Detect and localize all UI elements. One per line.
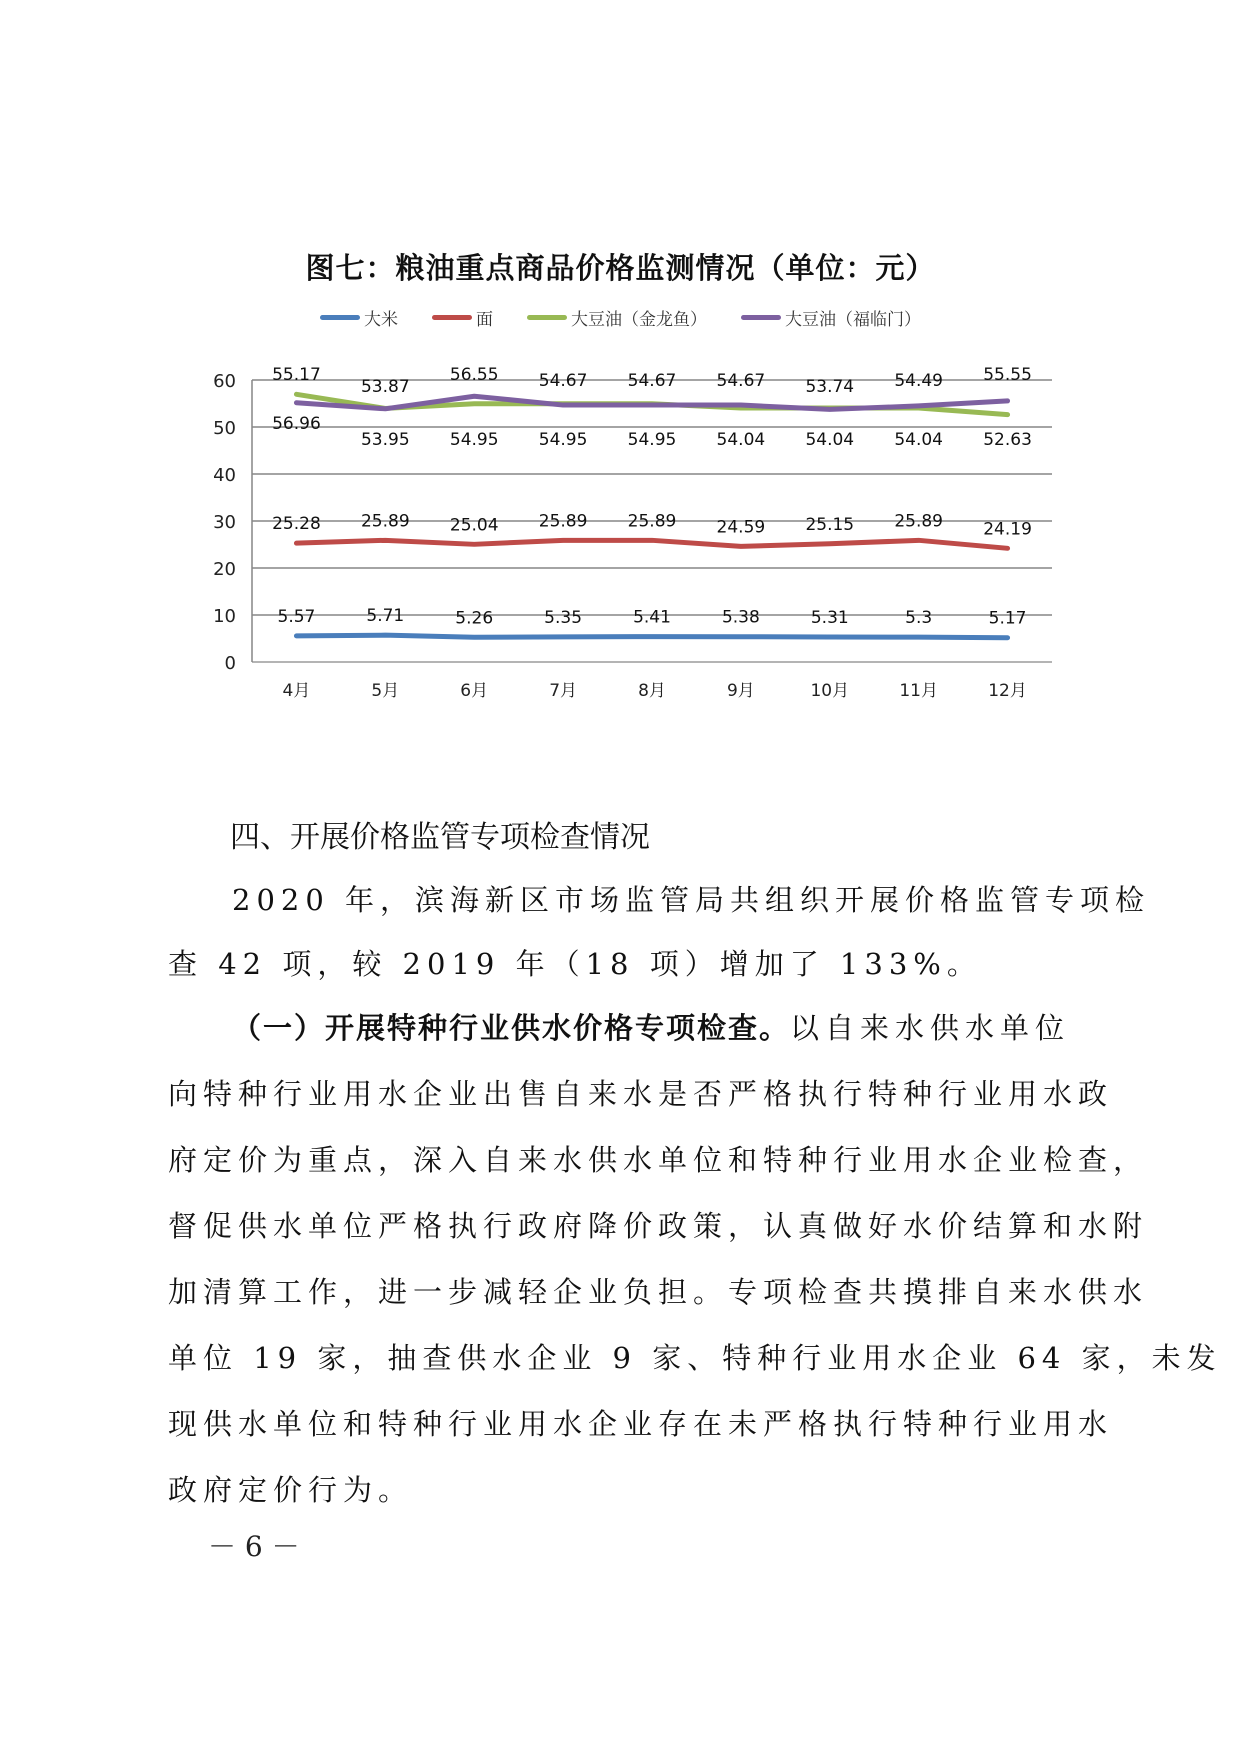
data-label: 5.17 (988, 608, 1027, 629)
y-tick-label: 50 (213, 418, 236, 439)
legend-swatch-rice (320, 315, 360, 320)
data-label: 25.28 (272, 514, 321, 535)
legend-swatch-soy-oil-fulinmen (741, 315, 781, 320)
data-label: 55.17 (272, 365, 321, 385)
x-tick-label: 12月 (988, 681, 1027, 701)
series-line-3 (296, 396, 1007, 409)
paragraph2-line-4: 督促供水单位严格执行政府降价政策，认真做好水价结算和水附 (168, 1209, 1149, 1243)
data-label: 24.59 (716, 517, 766, 538)
legend-label-soy-oil-jinlongyu: 大豆油（金龙鱼） (571, 309, 707, 330)
data-label: 5.3 (905, 608, 933, 629)
data-label: 54.04 (894, 430, 944, 450)
legend-item-soy-oil-jinlongyu (527, 305, 707, 330)
data-label: 54.04 (805, 430, 855, 450)
subsection-heading: （一）开展特种行业供水价格专项检查。 (232, 1011, 791, 1045)
paragraph2-line-1 (232, 1006, 1070, 1047)
x-tick-label: 7月 (549, 681, 578, 701)
x-tick-label: 11月 (899, 681, 938, 701)
data-label: 54.95 (627, 430, 677, 450)
data-label: 24.19 (983, 519, 1032, 540)
line-chart (0, 340, 1241, 720)
data-label: 52.63 (983, 430, 1032, 450)
legend-swatch-flour (432, 315, 472, 320)
data-label: 54.67 (627, 371, 677, 391)
x-tick-label: 6月 (460, 681, 489, 701)
data-label: 25.04 (449, 515, 499, 536)
paragraph2-line-6: 单位 19 家，抽查供水企业 9 家、特种行业用水企业 64 家，未发 (168, 1341, 1222, 1375)
y-tick-label: 20 (213, 559, 236, 580)
paragraph2-line-2: 向特种行业用水企业出售自来水是否严格执行特种行业用水政 (168, 1077, 1114, 1111)
chart-legend (320, 304, 955, 330)
data-label: 56.96 (272, 414, 321, 434)
data-label: 25.15 (805, 514, 855, 535)
legend-label-flour: 面 (476, 309, 493, 330)
data-label: 25.89 (627, 511, 677, 532)
data-label: 5.38 (721, 607, 760, 628)
legend-label-soy-oil-fulinmen: 大豆油（福临门） (785, 309, 921, 330)
legend-item-rice (320, 305, 398, 330)
x-tick-label: 8月 (638, 681, 666, 701)
series-line-1 (296, 540, 1007, 548)
section-heading: 四、开展价格监管专项检查情况 (230, 820, 650, 855)
legend-item-flour (432, 305, 493, 330)
x-tick-label: 9月 (726, 681, 755, 701)
data-label: 25.89 (894, 511, 944, 532)
legend-label-rice: 大米 (364, 309, 398, 330)
data-label: 54.49 (894, 371, 944, 391)
paragraph2-line-5: 加清算工作，进一步减轻企业负担。专项检查共摸排自来水供水 (168, 1275, 1149, 1309)
data-label: 5.71 (366, 606, 405, 627)
data-label: 5.26 (455, 608, 494, 629)
data-label: 5.57 (277, 606, 316, 627)
y-tick-label: 0 (224, 653, 236, 674)
data-label: 54.67 (538, 371, 588, 391)
y-tick-label: 40 (213, 465, 236, 486)
x-tick-label: 5月 (371, 681, 400, 701)
legend-item-soy-oil-fulinmen (741, 305, 921, 330)
data-label: 56.55 (449, 365, 499, 385)
data-label: 25.89 (360, 511, 410, 532)
data-label: 54.95 (538, 430, 588, 450)
series-line-0 (296, 635, 1007, 638)
legend-swatch-soy-oil-jinlongyu (527, 315, 567, 320)
y-tick-label: 10 (213, 606, 236, 627)
y-tick-label: 30 (213, 512, 236, 533)
data-label: 54.95 (449, 430, 499, 450)
x-tick-label: 4月 (282, 681, 311, 701)
paragraph2-line-7: 现供水单位和特种行业用水企业存在未严格执行特种行业用水 (168, 1407, 1114, 1441)
data-label: 53.95 (360, 430, 410, 450)
paragraph1-line-2: 查 42 项，较 2019 年（18 项）增加了 133%。 (168, 947, 982, 981)
page-number: － 6 － (208, 1530, 300, 1563)
data-label: 53.74 (805, 377, 855, 397)
data-label: 25.89 (538, 511, 588, 532)
data-label: 54.04 (716, 430, 766, 450)
chart-title: 图七：粮油重点商品价格监测情况（单位：元） (305, 251, 936, 285)
y-tick-label: 60 (213, 371, 236, 392)
data-label: 5.35 (544, 607, 583, 628)
data-label: 53.87 (360, 377, 410, 397)
paragraph2-line-1-rest: 以自来水供水单位 (790, 1011, 1071, 1045)
paragraph1-line-1: 2020 年，滨海新区市场监管局共组织开展价格监管专项检 (232, 883, 1151, 917)
data-label: 5.31 (810, 608, 849, 629)
x-tick-label: 10月 (810, 681, 850, 701)
paragraph2-line-8: 政府定价行为。 (168, 1473, 414, 1507)
data-label: 55.55 (983, 365, 1032, 385)
data-label: 54.67 (716, 371, 766, 391)
data-label: 5.41 (633, 607, 671, 628)
paragraph2-line-3: 府定价为重点，深入自来水供水单位和特种行业用水企业检查， (168, 1143, 1149, 1177)
